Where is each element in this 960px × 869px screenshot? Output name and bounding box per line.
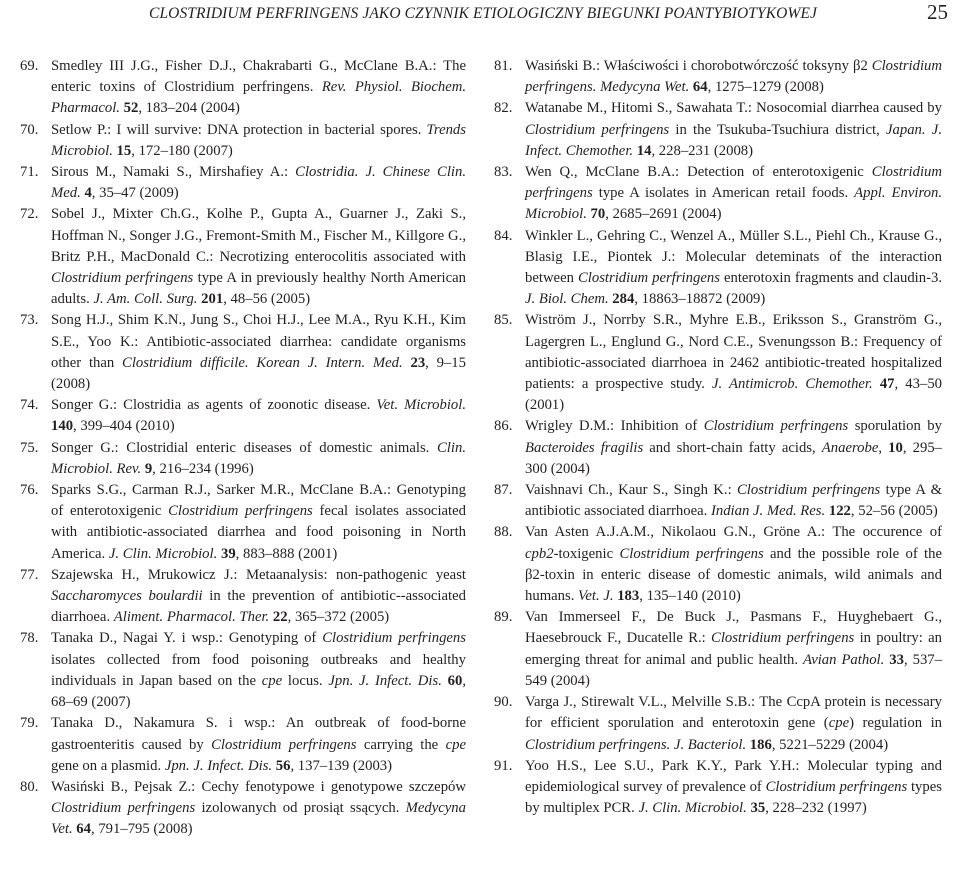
reference-italic-text: Clostridium perfringens xyxy=(703,418,849,435)
reference-item xyxy=(20,480,466,565)
reference-text-segment: Wen Q., McClane B.A.: Detection of enterotoxigenic xyxy=(525,164,872,181)
reference-item xyxy=(20,713,466,777)
reference-text xyxy=(525,310,942,416)
reference-text-segment: , 18863–18872 (2009) xyxy=(634,291,766,308)
reference-number: 74. xyxy=(20,397,39,414)
reference-italic-text: Clostridium perfringens xyxy=(711,630,855,647)
reference-italic-text: J. Am. Coll. Surg. xyxy=(93,291,198,308)
reference-volume: 122 xyxy=(828,503,851,520)
reference-item xyxy=(494,522,942,607)
reference-text-segment: , 35–47 (2009) xyxy=(91,185,179,202)
reference-text xyxy=(51,565,466,629)
reference-italic-text: Clostridium perfringens xyxy=(619,545,764,562)
reference-text-segment: , 228–231 (2008) xyxy=(651,142,754,159)
reference-italic-text: Clostridium perfringens xyxy=(737,482,881,499)
reference-volume: 64 xyxy=(76,821,91,838)
reference-italic-text: J. Antimicrob. Chemother. xyxy=(712,376,873,393)
reference-text-segment: Vaishnavi Ch., Kaur S., Singh K.: xyxy=(525,482,737,499)
reference-volume: 56 xyxy=(275,757,291,774)
reference-number: 85. xyxy=(494,312,513,329)
reference-text-segment: Setlow P.: I will survive: DNA protection in bacterial spores. xyxy=(51,121,427,138)
reference-number: 84. xyxy=(494,227,513,244)
reference-text-segment: , 137–139 (2003) xyxy=(290,757,393,774)
reference-italic-text: Indian J. Med. Res. xyxy=(710,503,826,520)
reference-volume: 64 xyxy=(692,79,708,96)
reference-volume: 10 xyxy=(888,439,903,456)
reference-text-segment: type A isolates in American retail foods. xyxy=(592,185,855,202)
reference-volume: 60 xyxy=(447,672,463,689)
reference-text-segment: ) regulation in xyxy=(849,715,942,732)
reference-text-segment: , 48–56 (2005) xyxy=(223,291,311,308)
reference-text-segment: , 5221–5229 (2004) xyxy=(771,736,889,753)
reference-italic-text: cpe xyxy=(828,715,850,732)
reference-text-segment: Songer G.: Clostridial enteric diseases of domestic animals. xyxy=(51,439,438,456)
reference-number: 88. xyxy=(494,524,513,541)
reference-italic-text: Clostridium perfringens xyxy=(211,736,357,753)
reference-number: 69. xyxy=(20,58,39,74)
reference-italic-text: Clostridium perfringens xyxy=(765,778,908,795)
reference-italic-text: Japan. J. Infect. Chemother. xyxy=(525,121,942,159)
reference-volume: 70 xyxy=(590,206,606,223)
reference-text xyxy=(51,56,466,120)
reference-text-segment: types by multiplex PCR. xyxy=(525,778,942,817)
reference-item xyxy=(20,565,466,629)
reference-italic-text: Vet. Microbiol. xyxy=(376,397,466,414)
reference-text-segment xyxy=(873,376,880,392)
reference-volume: 201 xyxy=(201,291,224,308)
reference-text-segment: izolowanych od prosiąt ssących. xyxy=(195,800,406,817)
reference-text xyxy=(525,522,942,607)
reference-text-segment: Sirous M., Namaki S., Mirshafiey A.: xyxy=(51,164,296,181)
reference-text-segment: and the possible role of the β2-toxin in enteric disease of domestic animals, wild animals and humans. xyxy=(525,545,943,605)
reference-item xyxy=(494,56,942,98)
reference-italic-text: Bacteroides fragilis xyxy=(525,439,644,456)
reference-number: 78. xyxy=(20,630,39,647)
reference-italic-text: J. Clin. Microbiol. xyxy=(108,545,218,562)
reference-text xyxy=(51,120,466,162)
reference-volume: 9 xyxy=(144,460,153,477)
reference-italic-text: Clostridia. J. Chinese Clin. Med. xyxy=(51,164,466,202)
reference-text-segment: , 791–795 (2008) xyxy=(90,821,193,838)
reference-number: 75. xyxy=(20,439,39,456)
reference-number: 89. xyxy=(494,609,513,626)
reference-text-segment: Smedley III J.G., Fisher D.J., Chakrabarti G., McClane B.A.: The enteric toxins of Clostridium perfringens. xyxy=(51,58,466,96)
reference-number: 73. xyxy=(20,312,39,329)
reference-text-segment: type A in previously healthy North American adults. xyxy=(51,270,466,308)
running-head: CLOSTRIDIUM PERFRINGENS JAKO CZYNNIK ETIOLOGICZNY BIEGUNKI POANTYBIOTYKOWEJ xyxy=(149,5,818,22)
reference-text xyxy=(51,628,466,713)
reference-number: 81. xyxy=(494,58,513,74)
reference-text-segment: carrying the xyxy=(356,736,446,753)
reference-text-segment: , 52–56 (2005) xyxy=(850,503,938,520)
reference-text-segment: Song H.J., Shim K.N., Jung S., Choi H.J., Lee M.A., Ryu K.H., Kim S.E., Yoo K.: Antibiotic-associated diarrhea: candidate organisms other than xyxy=(51,312,466,371)
reference-italic-text: Clostridium perfringens xyxy=(322,630,466,647)
reference-number: 79. xyxy=(20,715,39,732)
reference-item xyxy=(494,692,942,756)
reference-italic-text: Rev. Physiol. Biochem. Pharmacol. xyxy=(51,79,466,117)
reference-text-segment: type A & antibiotic associated diarrhoea. xyxy=(525,482,942,520)
reference-italic-text: Clostridium difficile. Korean J. Intern. Med. xyxy=(122,354,403,371)
page-number: 25 xyxy=(927,0,948,24)
reference-text-segment: isolates collected from food poisoning outbreaks and healthy individuals in Japan based on the xyxy=(51,651,466,689)
reference-volume: 33 xyxy=(889,651,904,668)
reference-italic-text: J. Clin. Microbiol. xyxy=(638,800,747,817)
reference-italic-text: Vet. J. xyxy=(578,588,614,605)
reference-text xyxy=(525,98,942,162)
reference-item xyxy=(494,416,942,480)
reference-text-segment: Van Asten A.J.A.M., Nikolaou G.N., Gröne A.: The occurence of xyxy=(525,524,942,541)
reference-item xyxy=(20,120,466,162)
reference-text-segment: , 9–15 (2008) xyxy=(51,354,466,393)
reference-text-segment: , 43–50 (2001) xyxy=(525,376,943,414)
reference-italic-text: Clostridium perfringens xyxy=(525,121,670,138)
reference-text-segment: , 295–300 (2004) xyxy=(525,439,943,477)
reference-text xyxy=(51,438,466,480)
reference-number: 77. xyxy=(20,566,39,583)
reference-text-segment: Van Immerseel F., De Buck J., Pasmans F., Huyghebaert G., Haesebrouck F., Ducatelle R.: xyxy=(525,609,942,647)
reference-italic-text: Clostridium perfringens xyxy=(577,270,720,287)
reference-text-segment: Wrigley D.M.: Inhibition of xyxy=(525,418,704,435)
reference-item xyxy=(20,395,466,437)
reference-text-segment: in poultry: an emerging threat for animal and public health. xyxy=(525,630,942,668)
reference-volume: 35 xyxy=(750,800,766,817)
page-header xyxy=(0,0,960,40)
reference-text-segment: Tanaka D., Nagai Y. i wsp.: Genotyping of xyxy=(51,630,323,647)
reference-volume: 4 xyxy=(84,185,92,202)
reference-italic-text: Clostridium perfringens xyxy=(525,164,942,202)
reference-item xyxy=(494,226,942,311)
reference-text xyxy=(51,310,466,395)
reference-italic-text: Avian Pathol. xyxy=(803,651,885,668)
reference-text xyxy=(525,692,942,756)
reference-text-segment: and short-chain fatty acids, xyxy=(643,439,822,456)
reference-item xyxy=(494,162,942,226)
reference-text-segment: Wasiński B., Pejsak Z.: Cechy fenotypowe i genotypowe szczepów xyxy=(51,778,466,795)
reference-item xyxy=(494,607,942,692)
reference-text xyxy=(525,480,942,522)
reference-text-segment: , 228–232 (1997) xyxy=(765,800,867,817)
reference-italic-text: Jpn. J. Infect. Dis. xyxy=(328,672,442,689)
reference-volume: 14 xyxy=(636,142,652,159)
reference-volume: 22 xyxy=(272,609,288,626)
reference-italic-text: J. Biol. Chem. xyxy=(525,291,609,308)
reference-text-segment: in the prevention of antibiotic-‑associated diarrhoea. xyxy=(51,588,466,626)
reference-italic-text: Trends Microbiol. xyxy=(51,121,466,159)
reference-text-segment: fecal isolates associated with antibiotic-associated diarrhea and food poisoning in North America. xyxy=(51,503,466,562)
reference-text xyxy=(525,607,942,692)
reference-text-segment: , 216–234 (1996) xyxy=(152,460,254,477)
reference-text-segment: Winkler L., Gehring C., Wenzel A., Müller S.L., Piehl Ch., Krause G., Blasig I.E., Piontek J.: Molecular deteminats of the interaction between xyxy=(525,227,942,287)
reference-volume: 186 xyxy=(749,736,772,753)
reference-volume: 183 xyxy=(617,588,640,605)
reference-text xyxy=(525,56,942,98)
reference-number: 70. xyxy=(20,121,39,138)
reference-text-segment: , 537–549 (2004) xyxy=(525,651,942,689)
references-left-column xyxy=(20,56,466,841)
reference-text-segment: in the Tsukuba-Tsuchiura district, xyxy=(669,121,886,138)
reference-text-segment: , 883–888 (2001) xyxy=(235,545,338,562)
reference-text-segment: , 399–404 (2010) xyxy=(73,418,175,435)
reference-volume: 140 xyxy=(51,418,74,435)
reference-text-segment: , 1275–1279 (2008) xyxy=(707,79,824,96)
reference-text xyxy=(525,226,942,311)
reference-text-segment: , 135–140 (2010) xyxy=(639,588,741,605)
reference-italic-text: Medycyna Vet. xyxy=(51,800,466,838)
reference-volume: 39 xyxy=(220,545,236,562)
reference-number: 83. xyxy=(494,164,513,181)
reference-italic-text: Anaerobe xyxy=(821,439,879,456)
reference-italic-text: Clostridium perfringens. Medycyna Wet. xyxy=(525,58,942,96)
reference-number: 91. xyxy=(494,757,513,774)
reference-italic-text: Jpn. J. Infect. Dis. xyxy=(164,757,273,774)
reference-text-segment: locus. xyxy=(282,672,329,689)
reference-italic-text: Clostridium perfringens xyxy=(51,800,196,817)
reference-text-segment: Sobel J., Mixter Ch.G., Kolhe P., Gupta A., Guarner J., Zaki S., Hoffman N., Songer J.G., Fremont-Smith M., Fischer M., Killgore G., Britz P.H., MacDonald C.: Necrotizing enterocolitis associated with xyxy=(51,206,466,265)
reference-item xyxy=(494,480,942,522)
reference-volume: 23 xyxy=(410,354,426,371)
reference-number: 71. xyxy=(20,164,39,181)
reference-number: 82. xyxy=(494,100,513,117)
reference-volume: 52 xyxy=(123,100,139,117)
reference-italic-text: cpe xyxy=(445,736,466,753)
reference-number: 87. xyxy=(494,482,513,499)
reference-italic-text: Aliment. Pharmacol. Ther. xyxy=(113,609,270,626)
reference-item xyxy=(20,204,466,310)
references-right-column xyxy=(494,56,942,819)
reference-italic-text: cpb2 xyxy=(525,545,554,562)
reference-text-segment: Varga J., Stirewalt V.L., Melville S.B.: The CcpA protein is necessary for efficient sporulation and enterotoxin gene ( xyxy=(525,694,942,732)
reference-text-segment: , 68–69 (2007) xyxy=(51,672,467,711)
reference-text-segment: sporulation by xyxy=(848,418,942,435)
reference-text-segment: Yoo H.S., Lee S.U., Park K.Y., Park Y.H.: Molecular typing and epidemiological survey of prevalence of xyxy=(525,757,942,795)
reference-text xyxy=(51,162,466,204)
reference-number: 90. xyxy=(494,694,513,711)
reference-volume: 284 xyxy=(612,291,635,308)
reference-text xyxy=(525,756,942,820)
reference-italic-text: Clostridium perfringens xyxy=(51,270,194,287)
reference-italic-text: Clostridium perfringens. J. Bacteriol. xyxy=(525,736,747,753)
reference-text-segment: Wasiński B.: Właściwości i chorobotwórczość toksyny β2 xyxy=(525,58,872,74)
reference-italic-text: Clin. Microbiol. Rev. xyxy=(51,439,466,477)
reference-volume: 47 xyxy=(879,376,895,393)
reference-item xyxy=(20,162,466,204)
reference-number: 86. xyxy=(494,418,513,435)
reference-text xyxy=(51,204,466,310)
reference-number: 80. xyxy=(20,778,39,795)
reference-volume: 15 xyxy=(116,142,132,159)
reference-text-segment: Wiström J., Norrby S.R., Myhre E.B., Eriksson S., Granström G., Lagergren L., Englund G., Nord C.E., Svenungsson B.: Frequency of antibiotic-associated diarrhoea in 2462 antibiotic-treated hospitalized patients: a prospective study. xyxy=(525,312,942,393)
reference-italic-text: Appl. Environ. Microbiol. xyxy=(525,185,943,223)
reference-text-segment: Songer G.: Clostridia as agents of zoonotic disease. xyxy=(51,397,377,414)
reference-item xyxy=(20,438,466,480)
reference-text xyxy=(51,713,466,777)
reference-text-segment: Szajewska H., Mrukowicz J.: Metaanalysis: non-pathogenic yeast xyxy=(51,566,466,583)
reference-number: 72. xyxy=(20,206,39,223)
reference-text-segment: gene on a plasmid. xyxy=(51,757,165,774)
reference-text-segment: Sparks S.G., Carman R.J., Sarker M.R., McClane B.A.: Genotyping of enterotoxigenic xyxy=(51,482,466,520)
reference-text-segment: -toxigenic xyxy=(553,545,620,562)
reference-italic-text: Saccharomyces boulardii xyxy=(51,588,203,605)
reference-text-segment: , 2685–2691 (2004) xyxy=(605,206,722,223)
reference-text xyxy=(51,395,466,437)
reference-item xyxy=(494,310,942,416)
reference-item xyxy=(20,777,466,841)
reference-italic-text: Clostridium perfringens xyxy=(168,503,313,520)
reference-item xyxy=(494,756,942,820)
reference-item xyxy=(20,628,466,713)
reference-text-segment: , 183–204 (2004) xyxy=(138,100,240,117)
reference-number: 76. xyxy=(20,482,39,499)
reference-text xyxy=(525,162,942,226)
reference-text-segment: Tanaka D., Nakamura S. i wsp.: An outbreak of food-borne gastroenteritis caused by xyxy=(51,715,466,753)
reference-text-segment: Watanabe M., Hitomi S., Sawahata T.: Nosocomial diarrhea caused by xyxy=(525,100,942,117)
reference-text-segment: , 365–372 (2005) xyxy=(287,609,390,626)
reference-text-segment: , xyxy=(878,439,889,456)
reference-text xyxy=(51,480,466,565)
reference-text xyxy=(51,777,466,841)
reference-item xyxy=(20,56,466,120)
reference-italic-text: cpe xyxy=(261,672,283,689)
reference-text xyxy=(525,416,942,480)
reference-text-segment: enterotoxin fragments and claudin-3. xyxy=(719,270,942,287)
reference-item xyxy=(20,310,466,395)
reference-item xyxy=(494,98,942,162)
reference-text-segment: , 172–180 (2007) xyxy=(131,142,233,159)
